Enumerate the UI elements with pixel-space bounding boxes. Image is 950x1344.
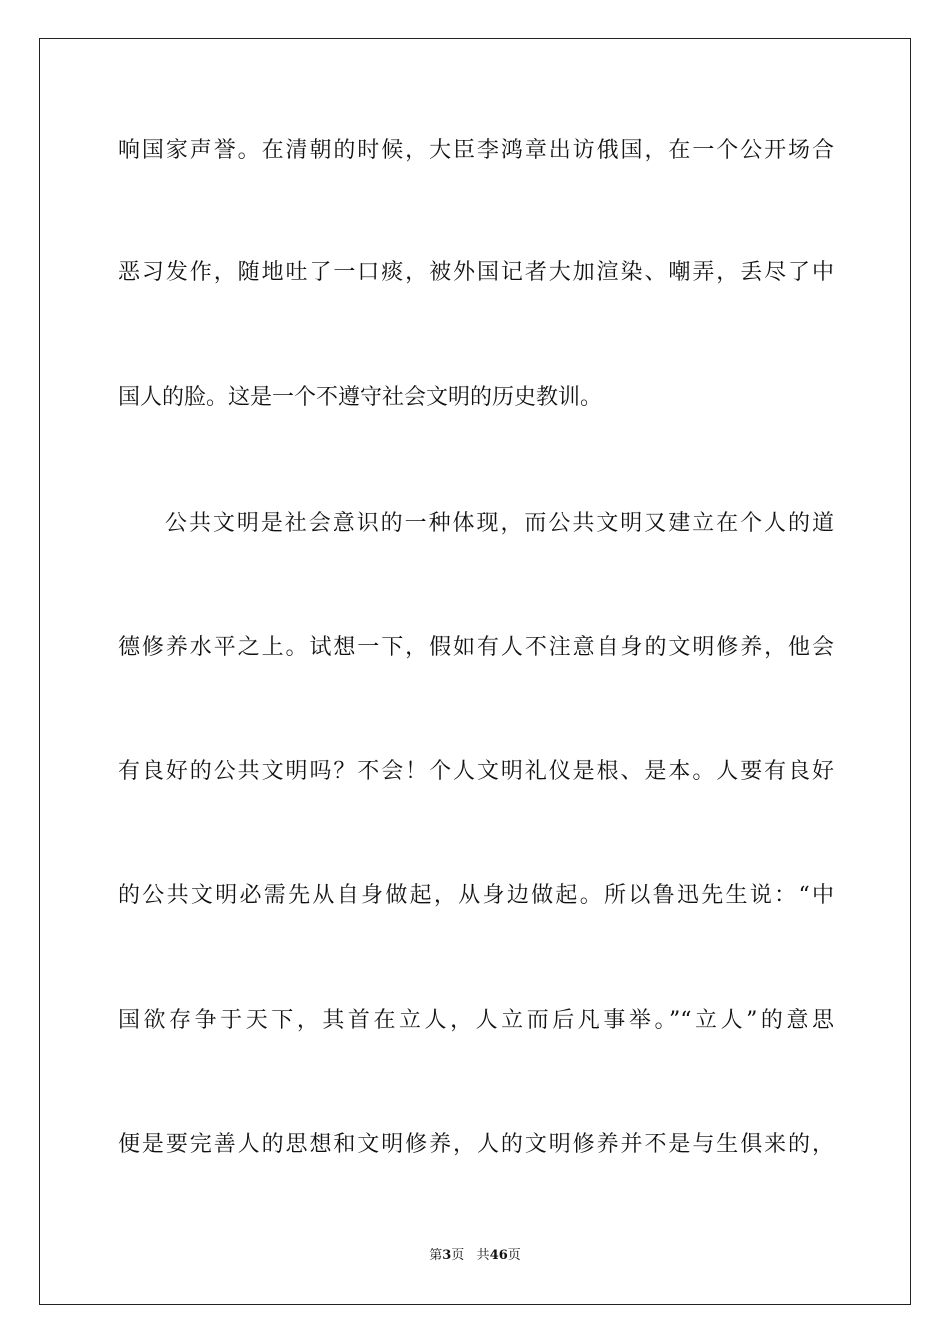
text-line-1: 响国家声誉。在清朝的时候，大臣李鸿章出访俄国，在一个公开场合 bbox=[118, 138, 834, 163]
footer-page-suffix: 页 bbox=[451, 1248, 465, 1263]
text-line-8: 国欲存争于天下，其首在立人，人立而后凡事举。”“立人”的意思 bbox=[118, 1008, 834, 1033]
footer-total-pages: 46 bbox=[489, 1248, 508, 1263]
text-line-3: 国人的脸。这是一个不遵守社会文明的历史教训。 bbox=[118, 385, 603, 410]
text-line-4: 公共文明是社会意识的一种体现，而公共文明又建立在个人的道 bbox=[165, 511, 834, 536]
page-border bbox=[39, 38, 911, 1305]
text-line-7: 的公共文明必需先从自身做起，从身边做起。所以鲁迅先生说：“中 bbox=[118, 883, 834, 908]
footer-total-prefix: 共 bbox=[476, 1248, 490, 1263]
text-line-2: 恶习发作，随地吐了一口痰，被外国记者大加渲染、嘲弄，丢尽了中 bbox=[118, 260, 834, 285]
footer-current-page: 3 bbox=[442, 1248, 452, 1263]
text-line-5: 德修养水平之上。试想一下，假如有人不注意自身的文明修养，他会 bbox=[118, 635, 834, 660]
footer-total-suffix: 页 bbox=[507, 1248, 521, 1263]
text-line-6: 有良好的公共文明吗？不会！个人文明礼仪是根、是本。人要有良好 bbox=[118, 759, 834, 784]
page-footer bbox=[0, 1244, 950, 1263]
text-line-9: 便是要完善人的思想和文明修养，人的文明修养并不是与生俱来的， bbox=[118, 1132, 834, 1157]
footer-prefix: 第 bbox=[429, 1248, 443, 1263]
